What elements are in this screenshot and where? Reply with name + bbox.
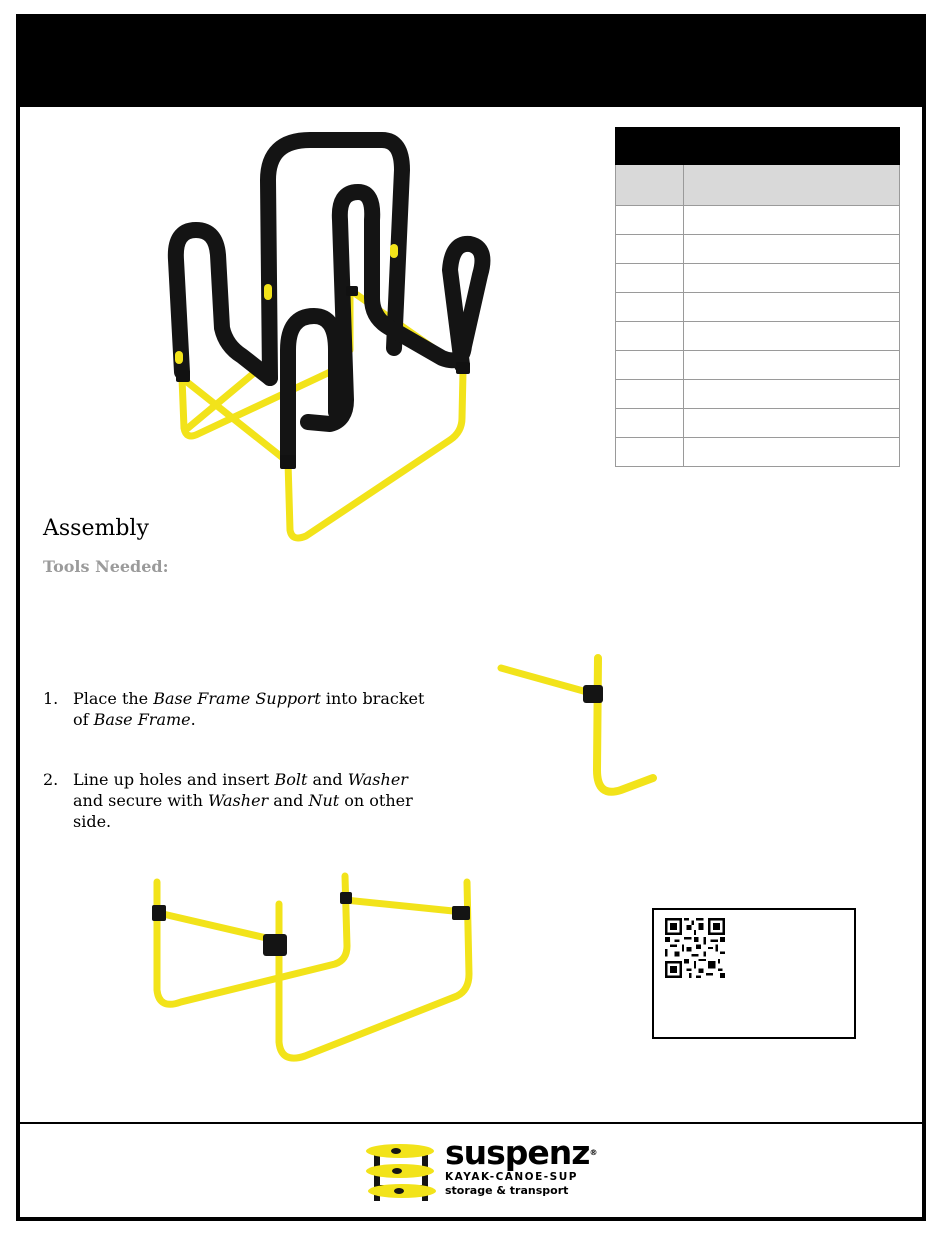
- parts-table-title: [616, 128, 900, 165]
- table-row: [616, 293, 900, 322]
- qr-code-icon: [665, 918, 725, 978]
- brand-logo: [364, 1133, 597, 1205]
- qr-code-box: [652, 908, 856, 1039]
- table-row: [616, 206, 900, 235]
- tools-needed-label: Tools Needed:: [43, 557, 169, 576]
- parts-table-header-part: [684, 165, 900, 206]
- header-bar: [16, 14, 926, 107]
- step-2: 2. Line up holes and insert Bolt and Washer and secure with Washer and Nut on other side.: [43, 770, 413, 831]
- brand-name: suspenz: [445, 1133, 590, 1172]
- step-1-illustration: [495, 650, 665, 805]
- brand-registered-mark: ®: [589, 1148, 597, 1157]
- table-row: [616, 351, 900, 380]
- parts-table-header-qty: [616, 165, 684, 206]
- base-frame-illustration: [145, 870, 485, 1070]
- table-row: [616, 380, 900, 409]
- table-row: [616, 264, 900, 293]
- footer-divider: [20, 1122, 924, 1124]
- brand-wordmark: [445, 1135, 596, 1197]
- table-row: [616, 409, 900, 438]
- table-row: [616, 438, 900, 467]
- kayak-rack-logo-icon: [364, 1139, 440, 1203]
- step-1: 1. Place the Base Frame Support into bracket of Base Frame.: [43, 689, 425, 729]
- brand-tagline-products: KAYAK-CANOE-SUP: [445, 1171, 578, 1183]
- table-row: [616, 322, 900, 351]
- parts-list-table: [615, 127, 900, 467]
- assembled-rack-illustration: [150, 110, 510, 550]
- table-row: [616, 235, 900, 264]
- brand-tagline-purpose: storage & transport: [445, 1184, 569, 1197]
- assembly-steps: [43, 688, 443, 832]
- assembly-heading: Assembly: [43, 516, 149, 541]
